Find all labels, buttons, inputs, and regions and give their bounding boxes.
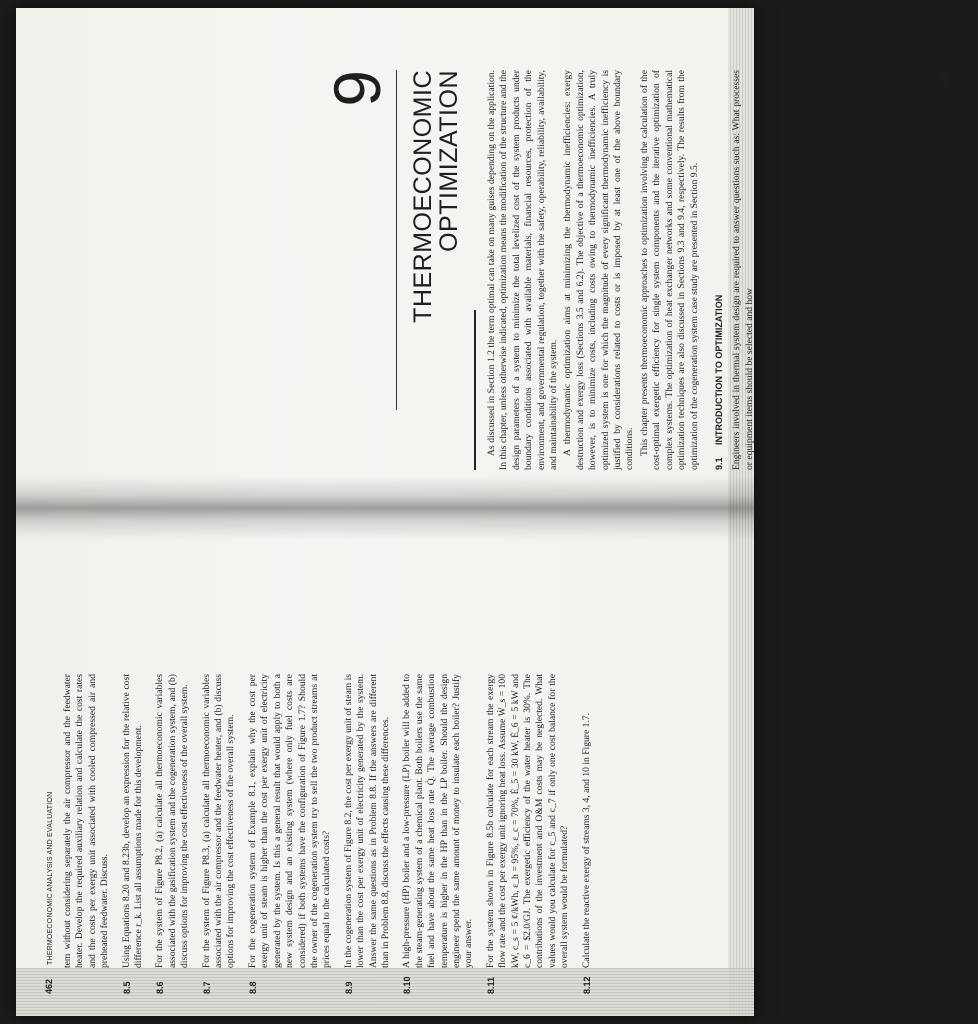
chapter-rule-top xyxy=(396,70,397,410)
problem-item xyxy=(581,674,593,994)
problem-item xyxy=(485,674,572,994)
section-title: INTRODUCTION TO OPTIMIZATION xyxy=(713,294,724,445)
problem-text: For the system of Figure P8.3, (a) calculate all thermoeconomic variables associated with the air compressor and the feedwater heater, and (b) discuss options for improving the cost effectiveness of the overall system. xyxy=(200,674,237,968)
section-number: 9.1 xyxy=(713,457,724,470)
problem-number: 8.5 xyxy=(121,981,132,994)
chapter-rule-bottom xyxy=(474,310,476,470)
page-463 xyxy=(318,70,978,470)
problem-text: Calculate the reactive exergy of streams 3, 4, and 10 in Figure 1.7. xyxy=(580,712,592,968)
page-462 xyxy=(44,674,704,994)
problem-number: 8.10 xyxy=(402,976,413,994)
page-number-left: 462 xyxy=(44,978,54,994)
problem-text: A high-pressure (HP) boiler and a low-pressure (LP) boiler will be added to the steam-generating system of a chemical plant. Both boilers use the same fuel and have about the same heat loss rate Q̇. The average combustion temperature is higher in the HP than in the LP boiler. Should the design engineer spend the same amount of money to insulate each boiler? Justify your answer. xyxy=(401,674,475,968)
problem-item xyxy=(154,674,191,994)
problem-item xyxy=(247,674,334,994)
body-paragraph: As discussed in Section 1.2 the term optimal can take on many guises depending on the application. In this chapter, unless otherwise indicated, optimization means the modification of the structure and the design parameters of a system to minimize the total levelized cost of the system products under boundary conditions associated with available materials, financial resources, protection of the environment, and governmental regulation, together with the safety, operability, reliability, availability, and maintainability of the system. xyxy=(486,70,560,470)
chapter-title-line-2: OPTIMIZATION xyxy=(435,70,463,252)
body-paragraph: This chapter presents thermoeconomic approaches to optimization involving the calculation of the cost-optimal exergetic efficiency for single system components and the iterative optimization of complex systems. The optimization of heat exchanger networks and some conventional mathematical optimization techniques are also discussed in Sections 9.3 and 9.4, respectively. The results from the optimization of the cogeneration system case study are presented in Section 9.5. xyxy=(638,70,700,470)
problem-number: 8.7 xyxy=(201,981,212,994)
body-paragraph: A thermodynamic optimization aims at minimizing the thermodynamic inefficiencies: exergy destruction and exergy loss (Sections 3.5 and 6.2). The objective of a thermoeconomic optimization, however, is to minimize costs, including costs owing to thermodynamic inefficiencies. A truly optimized system is one for which the magnitude of every significant thermodynamic inefficiency is justified by considerations related to costs or is imposed by at least one of the above boundary conditions. xyxy=(562,70,636,470)
chapter-number: 9 xyxy=(320,70,394,107)
continued-problem-text: tem without considering separately the air compressor and the feedwater heater. Develop the required auxiliary relation and calculate the cost rates and the costs per exergy unit associated with cooled compressed air and preheated feedwater. Discuss. xyxy=(62,674,111,968)
section-paragraph: Engineers involved in thermal system design are required to answer questions such as: What processes or equipment items should be selected and how xyxy=(731,70,755,470)
problem-text: In the cogeneration system of Figure 8.2, the cost per exergy unit of steam is lower than the cost per exergy unit of electricity generated by the system. Answer the same questions as in Problem 8.8. If the answers are different than in Problem 8.8, discuss the effects causing these differences. xyxy=(342,674,391,968)
page-462-header xyxy=(44,674,62,994)
problem-text: For the system shown in Figure 8.5b calculate for each stream the exergy flow rate and the cost per exergy unit ignoring heat loss. Assume Ẇ_s = 100 kW, c_s = 5 ¢/kWh, ε_h = 95%, ε_c = 70%, Ė_5 = 30 kW, Ė_6 = 5 kW and c_6 = $2.0/GJ. The exergetic efficiency of the water heater is 30%. The contributions of the investment and O&M costs may be neglected. What values would you calculate for c_5 and c_7 if only one cost balance for the overall system would be formulated? xyxy=(484,674,571,968)
chapter-body xyxy=(486,70,758,470)
problem-text: For the cogeneration system of Example 8.1, explain why the cost per exergy unit of steam is higher than the cost per exergy unit of electricity generated by the system. Is this a general result that would apply to both a new system design and an existing system (where only fuel costs are considered) if both systems have the configuration of Figure 1.7? Should the owner of the cogeneration system try to sell the two product streams at prices equal to the calculated costs? xyxy=(246,674,333,968)
problem-text: For the system of Figure P8.2, (a) calculate all thermoeconomic variables associated with the gasification system and the cogeneration system, and (b) discuss options for improving the cost effectiveness of the overall system. xyxy=(154,674,191,968)
section-heading xyxy=(713,70,725,470)
problem-number: 8.8 xyxy=(247,981,258,994)
running-head: THERMOECONOMIC ANALYSIS AND EVALUATION xyxy=(47,791,54,965)
problem-number: 8.11 xyxy=(485,976,496,994)
problem-item xyxy=(401,674,475,994)
problem-item xyxy=(121,674,146,994)
chapter-title xyxy=(410,70,462,323)
problem-number: 8.6 xyxy=(155,981,166,994)
problems-list xyxy=(62,674,593,994)
chapter-opener xyxy=(318,70,755,470)
problem-number: 8.9 xyxy=(343,981,354,994)
problem-item xyxy=(201,674,238,994)
problem-text: Using Equations 8.20 and 8.23b, develop an expression for the relative cost difference r_k. List all assumptions made for this development. xyxy=(120,674,145,968)
book-gutter xyxy=(16,476,754,540)
page-number-right: 463 xyxy=(940,70,950,86)
problem-item xyxy=(343,674,393,994)
problem-number: 8.12 xyxy=(581,976,592,994)
chapter-title-line-1: THERMOECONOMIC xyxy=(409,70,437,323)
